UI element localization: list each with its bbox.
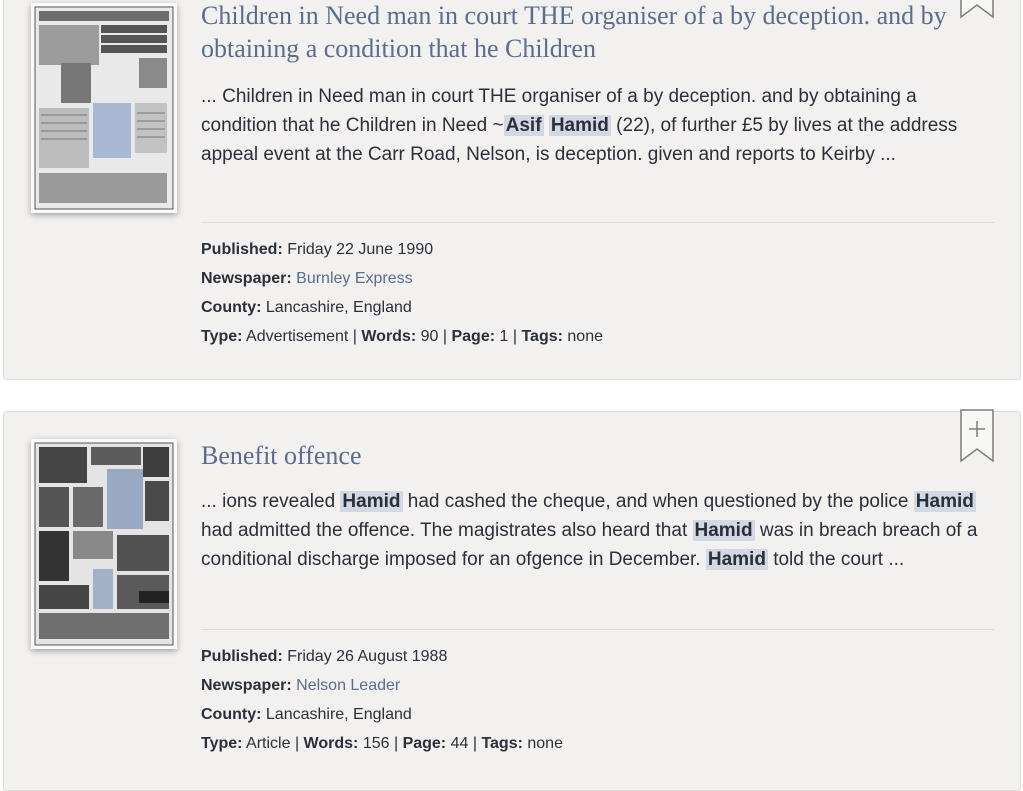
words-label: Words: xyxy=(361,328,417,345)
page-value: 1 xyxy=(499,328,509,345)
newspaper-thumbnail[interactable] xyxy=(31,3,177,213)
result-snippet xyxy=(201,82,991,169)
snippet-text: had cashed the cheque, and when questioned by the police xyxy=(402,491,914,512)
result-card xyxy=(3,0,1021,380)
published-date: Friday 22 June 1990 xyxy=(287,241,434,258)
search-term-highlight: Hamid xyxy=(342,491,401,512)
tags-label: Tags: xyxy=(481,735,523,752)
search-term-highlight: Hamid xyxy=(694,520,753,541)
published-date: Friday 26 August 1988 xyxy=(287,648,448,665)
tags-value: none xyxy=(527,735,563,752)
snippet-text: had admitted the offence. The magistrates also heard that xyxy=(201,520,693,541)
details-row: Type: Article | Words: 156 | Page: 44 | Tags: none xyxy=(201,735,563,752)
divider xyxy=(201,629,994,630)
county-value: Lancashire, England xyxy=(265,706,412,723)
search-term-highlight: Hamid xyxy=(707,549,766,570)
type-label: Type: xyxy=(201,735,243,752)
details-row: Type: Advertisement | Words: 90 | Page: 1 | Tags: none xyxy=(201,328,603,345)
published-row xyxy=(201,235,603,264)
words-value: 156 xyxy=(362,735,390,752)
words-label: Words: xyxy=(303,735,359,752)
county-row xyxy=(201,293,603,322)
published-label: Published: xyxy=(201,241,283,258)
result-title[interactable]: Benefit offence xyxy=(201,441,362,470)
type-value: Article xyxy=(246,735,291,752)
page-label: Page: xyxy=(451,328,496,345)
county-label: County: xyxy=(201,299,262,316)
page-value: 44 xyxy=(450,735,469,752)
snippet-text: was in breach breach of a conditional discharge imposed for an ofgence in December. xyxy=(201,520,978,570)
result-title[interactable]: Children in Need man in court THE organiser of a by deception. and by obtaining a condition that he Children xyxy=(201,1,947,63)
newspaper-label: Newspaper: xyxy=(201,270,292,287)
snippet-text: ... ions revealed xyxy=(201,491,341,512)
newspaper-link[interactable]: Nelson Leader xyxy=(296,677,401,694)
newspaper-link[interactable]: Burnley Express xyxy=(296,270,413,287)
tags-value: none xyxy=(567,328,603,345)
county-label: County: xyxy=(201,706,262,723)
result-metadata xyxy=(201,642,563,758)
result-metadata xyxy=(201,235,603,351)
search-term-highlight: Asif xyxy=(505,115,542,136)
search-term-highlight: Hamid xyxy=(915,491,974,512)
newspaper-row xyxy=(201,671,563,700)
county-row xyxy=(201,700,563,729)
snippet-text: told the court ... xyxy=(767,549,905,570)
published-label: Published: xyxy=(201,648,283,665)
type-value: Advertisement xyxy=(246,328,349,345)
page-label: Page: xyxy=(402,735,447,752)
newspaper-label: Newspaper: xyxy=(201,677,292,694)
newspaper-page-image xyxy=(31,439,177,649)
words-value: 90 xyxy=(420,328,439,345)
county-value: Lancashire, England xyxy=(265,299,412,316)
snippet-text: (22), of further £5 by lives at the address appeal event at the Carr Road, Nelson, is deception. given and reports to Keirby ... xyxy=(201,115,958,165)
newspaper-row xyxy=(201,264,603,293)
search-term-highlight: Hamid xyxy=(550,115,609,136)
tags-label: Tags: xyxy=(521,328,563,345)
result-card xyxy=(3,411,1021,791)
newspaper-thumbnail[interactable] xyxy=(31,439,177,649)
published-row xyxy=(201,642,563,671)
type-label: Type: xyxy=(201,328,243,345)
result-snippet xyxy=(201,487,991,574)
snippet-text: ... Children in Need man in court THE organiser of a by deception. and by obtaining a condition that he Children in Need ~ xyxy=(201,86,917,136)
divider xyxy=(201,222,994,223)
newspaper-page-image xyxy=(31,3,177,213)
